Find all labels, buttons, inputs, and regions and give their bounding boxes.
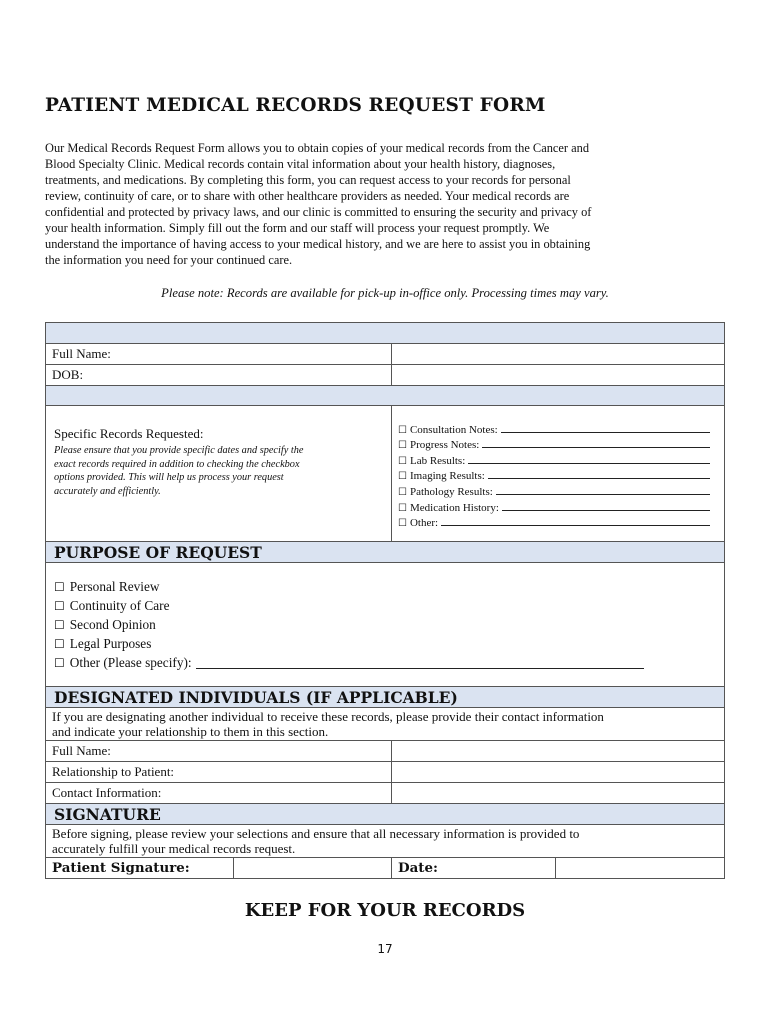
records-label-cell bbox=[46, 406, 392, 541]
page-number: 17 bbox=[377, 942, 393, 956]
signature-row bbox=[46, 858, 724, 878]
designated-full-name-label: Full Name: bbox=[46, 741, 392, 761]
fill-in-line[interactable] bbox=[482, 447, 710, 448]
records-section-header bbox=[46, 386, 724, 406]
purpose-option-label: Other (Please specify): bbox=[69, 654, 192, 670]
instruction-line: accurately and efficiently. bbox=[54, 485, 161, 497]
signature-description bbox=[46, 825, 724, 858]
description-line: accurately fulfill your medical records request. bbox=[52, 841, 296, 856]
intro-line: Our Medical Records Request Form allows you to obtain copies of your medical records from the Cancer and bbox=[45, 141, 590, 155]
record-option-label: Consultation Notes: bbox=[409, 423, 498, 436]
intro-line: confidential and protected by privacy laws, and our clinic is committed to ensuring the security and privacy of bbox=[45, 205, 592, 219]
date-label: Date: bbox=[392, 858, 556, 878]
record-option-label: Pathology Results: bbox=[409, 485, 493, 498]
record-option-other[interactable] bbox=[398, 514, 718, 530]
checkbox-icon[interactable]: ☐ bbox=[398, 471, 407, 483]
purpose-option-label: Continuity of Care bbox=[69, 597, 170, 613]
relationship-row bbox=[46, 762, 724, 783]
page-title: PATIENT MEDICAL RECORDS REQUEST FORM bbox=[45, 95, 546, 116]
record-option-imaging-results[interactable] bbox=[398, 467, 718, 483]
purpose-legal-purposes[interactable] bbox=[54, 634, 716, 653]
signature-heading: SIGNATURE bbox=[46, 804, 724, 825]
records-instructions bbox=[54, 444, 383, 498]
contact-info-label: Contact Information: bbox=[46, 783, 392, 803]
checkbox-icon[interactable]: ☐ bbox=[398, 518, 407, 530]
full-name-field[interactable] bbox=[392, 344, 724, 364]
purpose-other[interactable] bbox=[54, 653, 716, 672]
fill-in-line[interactable] bbox=[488, 478, 710, 479]
fill-in-line[interactable] bbox=[501, 432, 710, 433]
record-option-pathology-results[interactable] bbox=[398, 482, 718, 498]
purpose-heading: PURPOSE OF REQUEST bbox=[46, 542, 724, 563]
intro-line: your health information. Simply fill out the form and our staff will process your request promptly. We bbox=[45, 221, 550, 235]
instruction-line: Please ensure that you provide specific dates and specify the bbox=[54, 445, 304, 456]
checkbox-icon[interactable]: ☐ bbox=[54, 636, 65, 651]
designated-full-name-row bbox=[46, 741, 724, 762]
record-option-medication-history[interactable] bbox=[398, 498, 718, 514]
pickup-note: Please note: Records are available for pick-up in-office only. Processing times may vary. bbox=[161, 286, 609, 300]
checkbox-icon[interactable]: ☐ bbox=[54, 617, 65, 632]
checkbox-icon[interactable]: ☐ bbox=[54, 655, 65, 670]
checkbox-icon[interactable]: ☐ bbox=[54, 598, 65, 613]
instruction-line: exact records required in addition to checking the checkbox bbox=[54, 458, 300, 470]
designated-full-name-field[interactable] bbox=[392, 741, 724, 761]
intro-line: Blood Specialty Clinic. Medical records contain vital information about your health history, diagnoses, bbox=[45, 157, 556, 171]
checkbox-icon[interactable]: ☐ bbox=[398, 440, 407, 452]
record-option-label: Medication History: bbox=[409, 501, 499, 514]
designated-heading: DESIGNATED INDIVIDUALS (IF APPLICABLE) bbox=[46, 687, 724, 708]
full-name-label: Full Name: bbox=[46, 344, 392, 364]
intro-paragraph bbox=[45, 140, 725, 268]
intro-line: the information you need for your continued care. bbox=[45, 253, 293, 267]
keep-for-records: KEEP FOR YOUR RECORDS bbox=[244, 900, 526, 921]
fill-in-line[interactable] bbox=[441, 525, 710, 526]
intro-line: treatments, and medications. By completing this form, you can request access to your records for personal bbox=[45, 173, 571, 187]
record-option-progress-notes[interactable] bbox=[398, 436, 718, 452]
record-option-label: Lab Results: bbox=[409, 454, 466, 467]
records-options bbox=[392, 406, 724, 541]
patient-section-header bbox=[46, 323, 724, 344]
other-specify-line[interactable] bbox=[196, 656, 644, 669]
designated-description bbox=[46, 708, 724, 741]
checkbox-icon[interactable]: ☐ bbox=[398, 455, 407, 467]
record-option-consultation-notes[interactable] bbox=[398, 420, 718, 436]
patient-signature-field[interactable] bbox=[234, 858, 392, 878]
fill-in-line[interactable] bbox=[502, 510, 710, 511]
instruction-line: options provided. This will help us process your request bbox=[54, 472, 284, 483]
checkbox-icon[interactable]: ☐ bbox=[398, 424, 407, 436]
purpose-second-opinion[interactable] bbox=[54, 615, 716, 634]
checkbox-icon[interactable]: ☐ bbox=[54, 579, 65, 594]
checkbox-icon[interactable]: ☐ bbox=[398, 486, 407, 498]
description-line: If you are designating another individual to receive these records, please provide their contact information bbox=[52, 709, 604, 724]
patient-signature-label: Patient Signature: bbox=[46, 858, 234, 878]
contact-info-field[interactable] bbox=[392, 783, 724, 803]
intro-line: review, continuity of care, or to share with other healthcare providers as needed. Your medical records are bbox=[45, 189, 570, 203]
request-form bbox=[45, 322, 725, 879]
fill-in-line[interactable] bbox=[496, 494, 710, 495]
purpose-personal-review[interactable] bbox=[54, 577, 716, 596]
full-name-row bbox=[46, 344, 724, 365]
description-line: Before signing, please review your selections and ensure that all necessary information is provided to bbox=[52, 826, 580, 841]
intro-line: understand the importance of having access to your medical history, and we are here to assist you in obtaining bbox=[45, 237, 591, 251]
records-label: Specific Records Requested: bbox=[54, 426, 204, 441]
record-option-label: Imaging Results: bbox=[409, 470, 485, 483]
contact-info-row bbox=[46, 783, 724, 804]
date-field[interactable] bbox=[556, 858, 724, 878]
purpose-options bbox=[46, 563, 724, 687]
record-option-label: Progress Notes: bbox=[409, 439, 480, 452]
checkbox-icon[interactable]: ☐ bbox=[398, 502, 407, 514]
relationship-label: Relationship to Patient: bbox=[46, 762, 392, 782]
dob-label: DOB: bbox=[46, 365, 392, 385]
purpose-continuity-of-care[interactable] bbox=[54, 596, 716, 615]
relationship-field[interactable] bbox=[392, 762, 724, 782]
records-row bbox=[46, 406, 724, 542]
purpose-option-label: Personal Review bbox=[69, 578, 160, 594]
fill-in-line[interactable] bbox=[468, 463, 710, 464]
purpose-option-label: Legal Purposes bbox=[69, 635, 152, 651]
dob-field[interactable] bbox=[392, 365, 724, 385]
description-line: and indicate your relationship to them in this section. bbox=[52, 724, 329, 739]
dob-row bbox=[46, 365, 724, 386]
record-option-label: Other: bbox=[409, 517, 439, 530]
record-option-lab-results[interactable] bbox=[398, 451, 718, 467]
purpose-option-label: Second Opinion bbox=[69, 616, 156, 632]
